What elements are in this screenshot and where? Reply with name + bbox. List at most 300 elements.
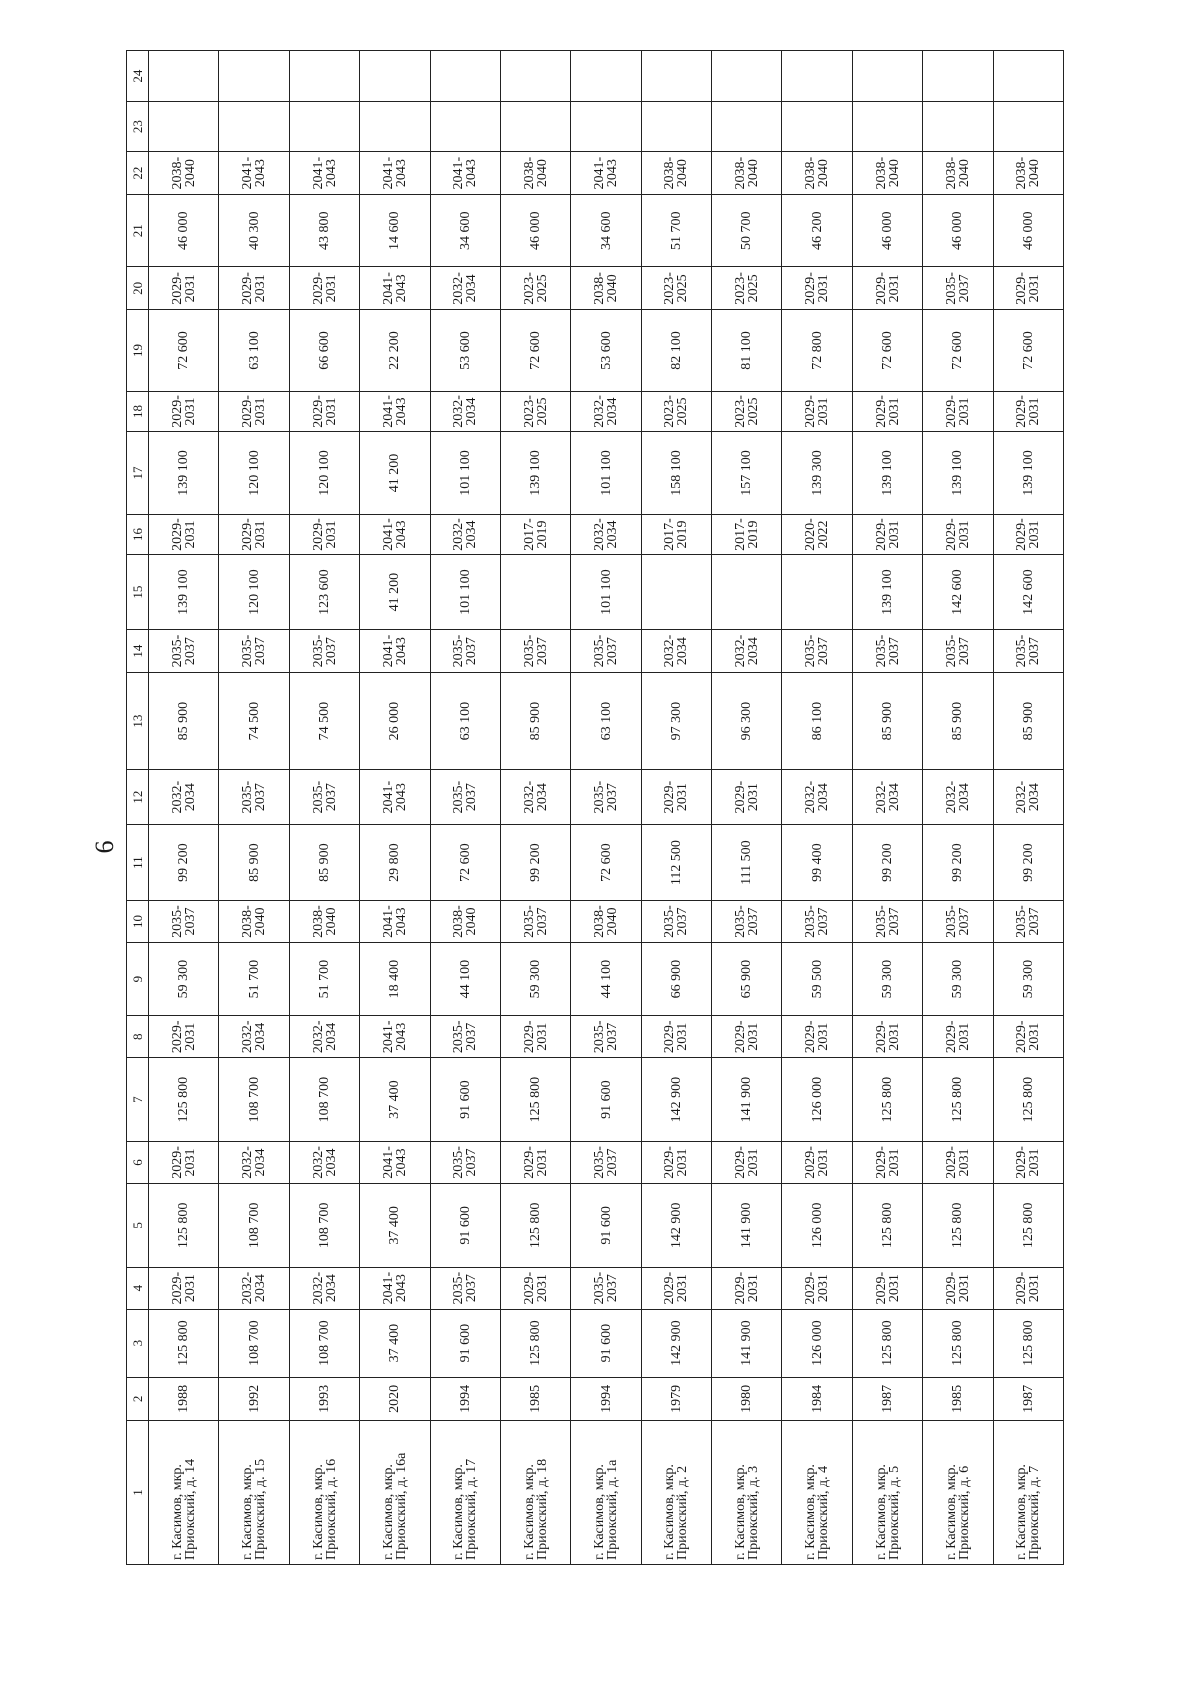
table-row [149,51,219,1565]
table-cell: 126 000 [782,1183,852,1267]
table-cell: 2038-2040 [923,151,993,194]
address-cell: г. Касимов, мкр. Приокский, д. 2 [641,1420,711,1564]
table-cell: 59 500 [782,942,852,1015]
build-year-cell: 1979 [641,1377,711,1420]
table-cell [571,102,641,152]
table-cell: 99 200 [149,825,219,901]
table-cell: 2029-2031 [923,391,993,432]
table-cell: 2029-2031 [712,1142,782,1184]
table-cell: 125 800 [993,1309,1063,1377]
column-number-cell: 7 [127,1058,149,1142]
table-cell: 86 100 [782,673,852,770]
table-cell: 120 100 [219,555,289,630]
table-cell: 125 800 [149,1058,219,1142]
table-cell: 99 200 [993,825,1063,901]
table-cell: 2035-2037 [430,1016,500,1058]
table-cell: 2035-2037 [500,901,570,943]
table-cell: 2029-2031 [219,267,289,310]
table-row [571,51,641,1565]
table-cell: 37 400 [360,1183,430,1267]
address-cell: г. Касимов, мкр. Приокский, д. 15 [219,1420,289,1564]
table-cell [571,51,641,102]
table-cell: 2029-2031 [219,514,289,555]
table-cell [500,555,570,630]
table-cell: 91 600 [571,1309,641,1377]
table-cell: 46 000 [149,195,219,267]
table-cell: 2035-2037 [430,1142,500,1184]
table-cell: 2035-2037 [852,901,922,943]
table-cell: 2035-2037 [993,901,1063,943]
table-cell: 72 800 [782,310,852,391]
column-number-cell: 4 [127,1267,149,1309]
table-cell: 85 900 [993,673,1063,770]
table-cell: 2041-2043 [360,770,430,825]
table-cell: 2041-2043 [360,629,430,672]
table-cell: 2029-2031 [641,770,711,825]
table-row [712,51,782,1565]
column-number-cell: 16 [127,514,149,555]
table-cell [712,51,782,102]
table-cell: 2038-2040 [430,901,500,943]
table-cell: 72 600 [852,310,922,391]
table-cell: 2035-2037 [712,901,782,943]
table-cell: 51 700 [641,195,711,267]
table-cell: 44 100 [571,942,641,1015]
table-cell: 2029-2031 [852,1142,922,1184]
table-cell: 139 100 [993,432,1063,515]
table-cell: 2038-2040 [641,151,711,194]
table-cell: 26 000 [360,673,430,770]
table-cell: 2029-2031 [219,391,289,432]
table-cell: 37 400 [360,1309,430,1377]
table-cell [852,102,922,152]
table-cell: 2029-2031 [993,1267,1063,1309]
column-number-cell: 5 [127,1183,149,1267]
table-cell: 2038-2040 [852,151,922,194]
table-cell: 2038-2040 [993,151,1063,194]
table-cell [641,102,711,152]
table-cell: 50 700 [712,195,782,267]
table-cell: 2029-2031 [993,1142,1063,1184]
table-cell: 139 100 [923,432,993,515]
build-year-cell: 2020 [360,1377,430,1420]
table-cell: 2035-2037 [149,901,219,943]
table-cell: 51 700 [289,942,359,1015]
column-number-cell: 1 [127,1420,149,1564]
table-cell [782,51,852,102]
table-cell: 99 200 [500,825,570,901]
table-cell: 108 700 [219,1309,289,1377]
column-number-cell: 20 [127,267,149,310]
table-cell: 72 600 [149,310,219,391]
table-cell: 142 900 [641,1058,711,1142]
table-cell: 108 700 [219,1058,289,1142]
table-cell: 2035-2037 [993,629,1063,672]
table-cell: 2029-2031 [289,514,359,555]
column-number-cell: 24 [127,51,149,102]
table-cell: 2029-2031 [993,514,1063,555]
table-cell: 2032-2034 [219,1142,289,1184]
table-cell: 72 600 [430,825,500,901]
build-year-cell: 1994 [430,1377,500,1420]
table-cell: 34 600 [571,195,641,267]
table-cell: 2041-2043 [360,267,430,310]
table-cell: 2029-2031 [923,514,993,555]
table-cell: 2041-2043 [360,391,430,432]
table-cell: 63 100 [219,310,289,391]
table-cell: 59 300 [500,942,570,1015]
table-cell: 99 400 [782,825,852,901]
address-cell: г. Касимов, мкр. Приокский, д. 6 [923,1420,993,1564]
table-cell: 2035-2037 [571,770,641,825]
table-cell: 125 800 [923,1309,993,1377]
table-cell: 2023-2025 [641,267,711,310]
table-cell: 139 100 [852,432,922,515]
table-cell: 29 800 [360,825,430,901]
table-cell: 85 900 [219,825,289,901]
table-cell [782,102,852,152]
table-cell: 2032-2034 [993,770,1063,825]
table-cell: 53 600 [430,310,500,391]
table-cell: 139 100 [149,555,219,630]
build-year-cell: 1980 [712,1377,782,1420]
table-cell: 2032-2034 [289,1142,359,1184]
table-cell: 2032-2034 [571,514,641,555]
table-cell: 63 100 [430,673,500,770]
table-cell: 2029-2031 [923,1016,993,1058]
table-cell: 125 800 [852,1309,922,1377]
table-cell: 99 200 [852,825,922,901]
table-row [993,51,1063,1565]
table-cell: 63 100 [571,673,641,770]
table-cell: 74 500 [219,673,289,770]
column-number-cell: 18 [127,391,149,432]
table-cell: 2035-2037 [219,770,289,825]
table-cell: 2029-2031 [289,391,359,432]
table-cell: 2038-2040 [571,901,641,943]
table-cell [641,555,711,630]
table-cell: 37 400 [360,1058,430,1142]
table-cell: 2029-2031 [782,1267,852,1309]
table-cell: 2038-2040 [289,901,359,943]
table-cell: 2023-2025 [641,391,711,432]
table-cell: 2029-2031 [782,391,852,432]
table-cell: 2029-2031 [993,391,1063,432]
table-cell: 2032-2034 [289,1016,359,1058]
build-year-cell: 1984 [782,1377,852,1420]
address-cell: г. Касимов, мкр. Приокский, д. 1а [571,1420,641,1564]
column-number-cell: 22 [127,151,149,194]
table-cell: 2032-2034 [149,770,219,825]
table-cell: 139 100 [149,432,219,515]
build-year-cell: 1988 [149,1377,219,1420]
table-cell: 40 300 [219,195,289,267]
column-number-cell: 10 [127,901,149,943]
table-cell: 142 600 [923,555,993,630]
table-cell: 41 200 [360,555,430,630]
column-number-cell: 3 [127,1309,149,1377]
table-cell: 18 400 [360,942,430,1015]
table-cell: 2038-2040 [500,151,570,194]
table-cell: 2041-2043 [360,901,430,943]
table-cell: 2029-2031 [782,1142,852,1184]
table-cell: 123 600 [289,555,359,630]
table-cell: 141 900 [712,1309,782,1377]
table-cell [219,51,289,102]
table-cell: 125 800 [500,1309,570,1377]
table-cell: 108 700 [289,1183,359,1267]
column-number-cell: 8 [127,1016,149,1058]
table-cell: 2029-2031 [149,514,219,555]
table-cell: 46 200 [782,195,852,267]
table-cell: 2032-2034 [289,1267,359,1309]
table-cell: 2029-2031 [289,267,359,310]
build-year-cell: 1993 [289,1377,359,1420]
table-cell: 97 300 [641,673,711,770]
table-cell: 101 100 [571,555,641,630]
table-cell: 2035-2037 [641,901,711,943]
table-cell: 2032-2034 [923,770,993,825]
table-cell: 2035-2037 [571,1267,641,1309]
table-cell: 2032-2034 [571,391,641,432]
table-cell: 125 800 [149,1183,219,1267]
table-cell [500,102,570,152]
table-cell: 157 100 [712,432,782,515]
table-cell: 85 900 [500,673,570,770]
table-cell: 139 100 [500,432,570,515]
table-cell: 139 100 [852,555,922,630]
address-cell: г. Касимов, мкр. Приокский, д. 3 [712,1420,782,1564]
table-cell: 2029-2031 [923,1142,993,1184]
table-cell: 2029-2031 [712,1267,782,1309]
table-cell: 2038-2040 [782,151,852,194]
table-cell: 2032-2034 [430,514,500,555]
table-cell: 59 300 [149,942,219,1015]
address-cell: г. Касимов, мкр. Приокский, д. 4 [782,1420,852,1564]
table-cell: 125 800 [852,1058,922,1142]
table-cell: 85 900 [289,825,359,901]
table-cell: 2035-2037 [923,629,993,672]
build-year-cell: 1985 [923,1377,993,1420]
address-cell: г. Касимов, мкр. Приокский, д. 14 [149,1420,219,1564]
table-cell: 2032-2034 [712,629,782,672]
table-cell: 2023-2025 [500,267,570,310]
table-cell: 14 600 [360,195,430,267]
column-number-cell: 12 [127,770,149,825]
table-cell: 125 800 [500,1183,570,1267]
address-cell: г. Касимов, мкр. Приокский, д. 16 [289,1420,359,1564]
table-row [500,51,570,1565]
table-cell: 108 700 [289,1058,359,1142]
table-cell: 2029-2031 [712,1016,782,1058]
table-cell: 72 600 [923,310,993,391]
table-cell: 2029-2031 [641,1142,711,1184]
column-number-cell: 9 [127,942,149,1015]
table-cell: 2035-2037 [782,629,852,672]
table-cell: 125 800 [923,1058,993,1142]
table-cell: 2029-2031 [852,391,922,432]
table-cell: 91 600 [430,1183,500,1267]
table-cell: 22 200 [360,310,430,391]
table-cell: 126 000 [782,1058,852,1142]
table-cell: 85 900 [149,673,219,770]
table-cell: 2032-2034 [782,770,852,825]
table-row [923,51,993,1565]
table-cell: 59 300 [852,942,922,1015]
table-cell: 2017-2019 [500,514,570,555]
table-cell: 2032-2034 [852,770,922,825]
table-cell: 44 100 [430,942,500,1015]
table-cell: 85 900 [923,673,993,770]
table-cell: 74 500 [289,673,359,770]
table-cell [712,102,782,152]
build-year-cell: 1992 [219,1377,289,1420]
table-cell: 2029-2031 [923,1267,993,1309]
table-cell: 2035-2037 [289,629,359,672]
table-cell: 2020-2022 [782,514,852,555]
table-cell: 101 100 [571,432,641,515]
table-row [641,51,711,1565]
table-cell: 72 600 [993,310,1063,391]
table-cell [430,102,500,152]
table-cell [993,102,1063,152]
table-cell: 91 600 [571,1183,641,1267]
table-cell: 99 200 [923,825,993,901]
table-cell: 72 600 [500,310,570,391]
table-cell [289,102,359,152]
table-cell: 2032-2034 [430,267,500,310]
table-cell: 2029-2031 [993,267,1063,310]
table-cell: 46 000 [923,195,993,267]
table-cell [360,51,430,102]
table-cell: 2041-2043 [360,151,430,194]
address-cell: г. Касимов, мкр. Приокский, д. 16а [360,1420,430,1564]
table-cell: 125 800 [993,1183,1063,1267]
table-cell: 2035-2037 [782,901,852,943]
column-number-cell: 21 [127,195,149,267]
build-year-cell: 1987 [993,1377,1063,1420]
capital-repair-schedule-table [126,50,1064,1565]
table-cell [289,51,359,102]
table-cell [993,51,1063,102]
table-cell: 2035-2037 [571,1016,641,1058]
table-cell: 2035-2037 [430,1267,500,1309]
column-number-cell: 6 [127,1142,149,1184]
table-cell: 141 900 [712,1183,782,1267]
table-cell: 2029-2031 [852,1267,922,1309]
column-number-cell: 14 [127,629,149,672]
table-cell: 101 100 [430,555,500,630]
column-number-cell: 23 [127,102,149,152]
table-cell: 2017-2019 [641,514,711,555]
table-cell: 96 300 [712,673,782,770]
table-cell: 2035-2037 [430,629,500,672]
table-cell: 2029-2031 [149,267,219,310]
table-cell: 65 900 [712,942,782,1015]
table-cell: 2035-2037 [923,267,993,310]
table-cell [923,102,993,152]
table-cell: 141 900 [712,1058,782,1142]
table-cell [149,102,219,152]
table-cell: 2041-2043 [289,151,359,194]
build-year-cell: 1985 [500,1377,570,1420]
address-cell: г. Касимов, мкр. Приокский, д. 18 [500,1420,570,1564]
table-cell: 46 000 [500,195,570,267]
table-row [782,51,852,1565]
table-row [360,51,430,1565]
table-cell [641,51,711,102]
table-cell [852,51,922,102]
table-cell: 2032-2034 [500,770,570,825]
table-cell [923,51,993,102]
table-cell: 2038-2040 [712,151,782,194]
table-cell: 125 800 [923,1183,993,1267]
table-cell: 2029-2031 [149,1267,219,1309]
table-cell: 101 100 [430,432,500,515]
table-cell: 46 000 [993,195,1063,267]
table-row [852,51,922,1565]
table-cell: 2029-2031 [993,1016,1063,1058]
table-cell [500,51,570,102]
table-row [289,51,359,1565]
table-cell: 2035-2037 [852,629,922,672]
column-number-cell: 19 [127,310,149,391]
table-cell: 2035-2037 [923,901,993,943]
column-number-cell: 13 [127,673,149,770]
table-cell: 59 300 [993,942,1063,1015]
table-cell: 2029-2031 [641,1016,711,1058]
table-cell: 2035-2037 [219,629,289,672]
table-cell: 2029-2031 [712,770,782,825]
table-cell: 2041-2043 [219,151,289,194]
table-cell: 2032-2034 [430,391,500,432]
column-number-cell: 17 [127,432,149,515]
table-cell: 2041-2043 [360,1267,430,1309]
table-cell [712,555,782,630]
table-cell: 82 100 [641,310,711,391]
table-cell: 2029-2031 [852,267,922,310]
page-number: 6 [90,840,119,854]
table-cell: 2029-2031 [782,267,852,310]
table-cell: 2023-2025 [712,267,782,310]
table-cell: 2038-2040 [219,901,289,943]
table-cell: 2038-2040 [571,267,641,310]
table-cell: 66 900 [641,942,711,1015]
table-cell: 51 700 [219,942,289,1015]
table-cell: 66 600 [289,310,359,391]
table-cell: 142 600 [993,555,1063,630]
table-cell: 2032-2034 [219,1016,289,1058]
table-cell: 2029-2031 [500,1142,570,1184]
table-cell: 126 000 [782,1309,852,1377]
table-cell: 2029-2031 [500,1267,570,1309]
column-number-row [127,51,149,1565]
table-cell: 2029-2031 [500,1016,570,1058]
table-cell: 2029-2031 [149,1142,219,1184]
table-cell: 2023-2025 [500,391,570,432]
table-cell: 53 600 [571,310,641,391]
column-number-cell: 11 [127,825,149,901]
table-cell: 2029-2031 [149,1016,219,1058]
table-cell: 112 500 [641,825,711,901]
address-cell: г. Касимов, мкр. Приокский, д. 5 [852,1420,922,1564]
table-cell: 2029-2031 [852,514,922,555]
table-cell: 2041-2043 [360,514,430,555]
column-number-cell: 2 [127,1377,149,1420]
table-cell: 81 100 [712,310,782,391]
table-cell: 72 600 [571,825,641,901]
column-number-cell: 15 [127,555,149,630]
